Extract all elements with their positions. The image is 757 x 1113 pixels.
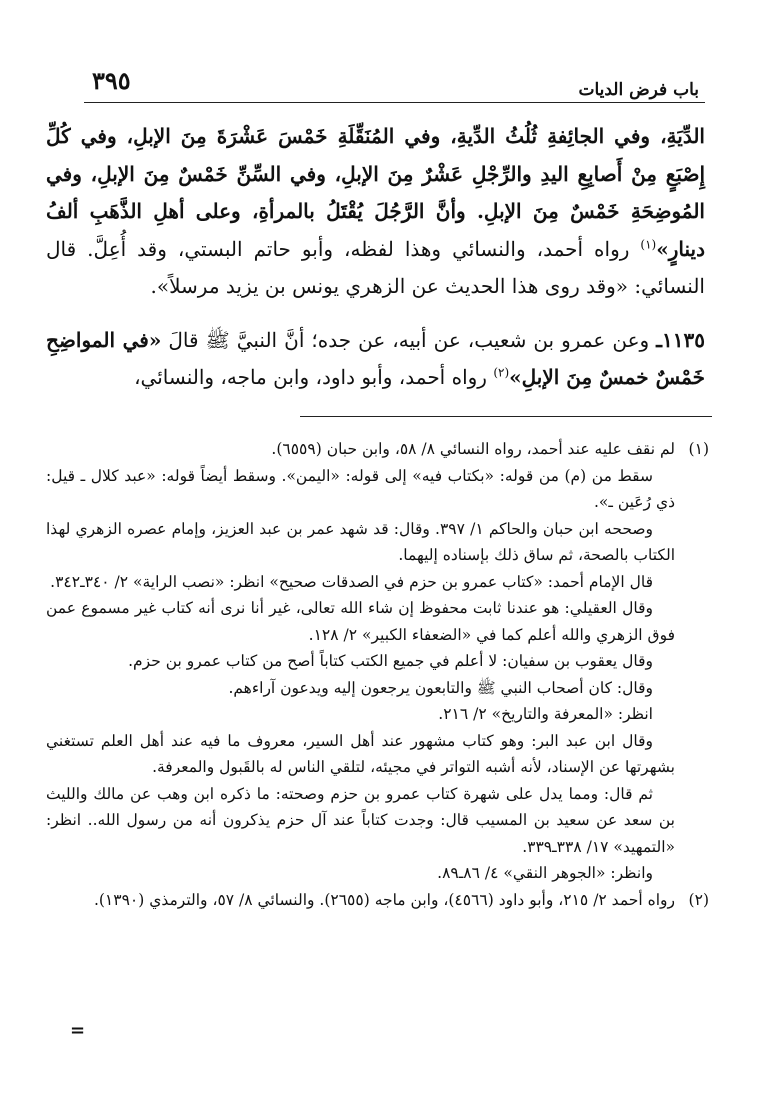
footnote-body — [46, 436, 675, 887]
footnote-line: وقال: كان أصحاب النبي ﷺ والتابعون يرجعون إليه ويدعون آراءهم. — [228, 678, 653, 697]
footnotes — [46, 436, 709, 913]
running-title: باب فرض الديات — [578, 80, 699, 100]
footnote-body — [46, 887, 675, 914]
page-header — [84, 58, 705, 103]
footnote-line: وقال ابن عبد البر: وهو كتاب مشهور عند أهل السير، معروف ما فيه عند أهل العلم تستغني بشهرتها عن الإسناد، لأنه أشبه التواتر في مجيئه، لتلقي الناس له بالقَبول والمعرفة. — [46, 731, 675, 776]
main-text — [46, 118, 705, 397]
continuation-mark: = — [70, 1020, 86, 1041]
footnote-line: قال الإمام أحمد: «كتاب عمرو بن حزم في الصدقات صحيح» انظر: «نصب الراية» ٢/ ٣٤٠ـ٣٤٢. — [50, 572, 653, 591]
footnote-ref-2[interactable]: (٢) — [493, 365, 510, 380]
footnote-line: وقال يعقوب بن سفيان: لا أعلم في جميع الكتب كتاباً أصح من كتاب عمرو بن حزم. — [128, 652, 653, 670]
takhrij-text: رواه أحمد، وأبو داود، وابن ماجه، والنسائي، — [134, 365, 494, 389]
footnote-line: وقال العقيلي: هو عندنا ثابت محفوظ إن شاء الله تعالى، غير أنا نرى أنه كتاب غير مسموع عمن فوق الزهري والله أعلم كما في «الضعفاء الكبير» ٢/ ١٢٨. — [46, 599, 675, 644]
footnote-line: لم نقف عليه عند أحمد، رواه النسائي ٨/ ٥٨، وابن حبان (٦٥٥٩). — [271, 440, 675, 458]
hadith-text: «في المواضِحِ خَمْسٌ خمسٌ مِنَ الإبلِ» — [46, 327, 705, 389]
hadith-paragraph-continued — [46, 118, 705, 306]
footnote-line: وصححه ابن حبان والحاكم ١/ ٣٩٧. وقال: قد شهد عمر بن عبد العزيز، وإمام عصره الزهري لهذا الكتاب بالصحة، ثم ساق ذلك بإسناده إليهما. — [46, 519, 675, 564]
isnad-text: وعن عمرو بن شعيب، عن أبيه، عن جده؛ أنَّ النبيَّ ﷺ قالَ — [161, 327, 657, 352]
footnote-line: ثم قال: ومما يدل على شهرة كتاب عمرو بن حزم وصحته: ما ذكره ابن وهب عن مالك والليث بن سعد عن سعيد بن المسيب قال: وجدت كتاباً عند آل حزم يذكرون أنه من رسول الله.. انظر: «التمهيد» ١٧/ ٣٣٨ـ٣٣٩. — [46, 784, 675, 856]
footnote-ref-1[interactable]: (١) — [640, 236, 657, 251]
takhrij-text: رواه أحمد، والنسائي وهذا لفظه، وأبو حاتم البستي، وقد أُعِلَّ. قال النسائي: «وقد روى هذا الحديث عن الزهري يونس بن يزيد مرسلاً». — [46, 236, 705, 298]
hadith-text: الدِّيَةِ، وفي الجائِفةِ ثُلُثُ الدِّيةِ، وفي المُنَقِّلَةِ خَمْسَ عَشْرَةَ مِنَ الإبلِ، وفي كُلِّ إِصْبَعٍ مِنْ أَصابِعِ اليدِ والرِّجْلِ عَشْرٌ مِنَ الإبلِ، وفي السِّنِّ خَمْسٌ مِنَ الإبلِ، وفي المُوضِحَةِ خَمْسٌ مِنَ الإبلِ. وأنَّ الرَّجُلَ يُقْتَلُ بالمرأةِ، وعلى أهلِ الذَّهَبِ ألفُ دينارٍ» — [46, 124, 705, 261]
footnote-line: سقط من (م) من قوله: «بكتاب فيه» إلى قوله: «اليمن». وسقط أيضاً قوله: «عبد كلال ـ قيل: ذي رُعَين ـ». — [46, 466, 675, 511]
footnote-line: رواه أحمد ٢/ ٢١٥، وأبو داود (٤٥٦٦)، وابن ماجه (٢٦٥٥). والنسائي ٨/ ٥٧، والترمذي (١٣٩٠). — [93, 890, 675, 909]
footnote-1 — [46, 436, 709, 887]
footnote-number: (٢) — [688, 890, 709, 909]
footnote-number: (١) — [688, 440, 709, 458]
footnote-divider — [300, 416, 712, 417]
page-number: ٣٩٥ — [92, 66, 131, 95]
hadith-paragraph-1135 — [46, 322, 705, 397]
footnote-2 — [46, 887, 709, 914]
footnote-line: وانظر: «الجوهر النقي» ٤/ ٨٦ـ٨٩. — [437, 864, 653, 882]
hadith-number: ١١٣٥ـ — [656, 327, 705, 352]
footnote-line: انظر: «المعرفة والتاريخ» ٢/ ٢١٦. — [438, 705, 653, 723]
